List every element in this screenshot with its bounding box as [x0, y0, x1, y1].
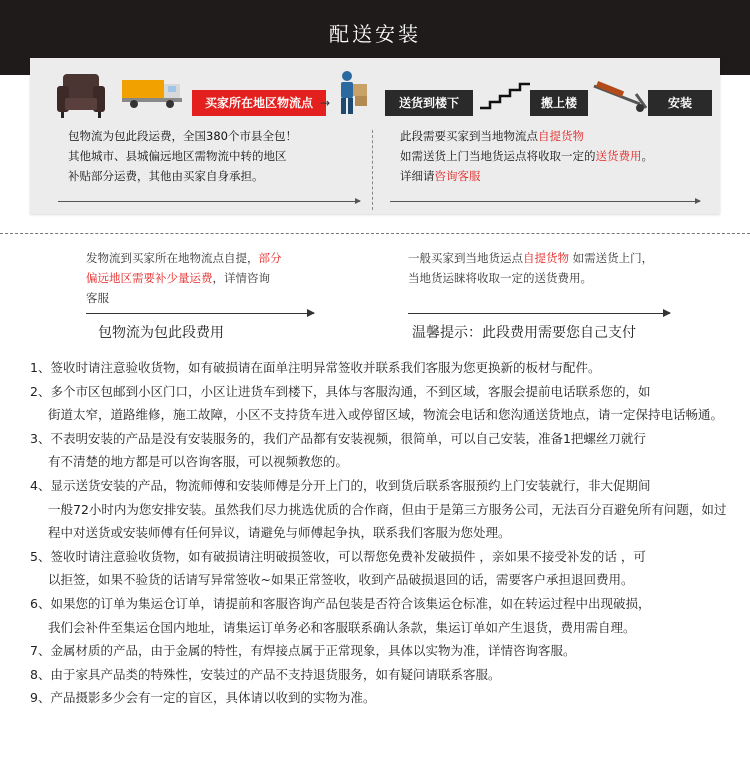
delivery-worker-icon [335, 70, 371, 116]
note-item: 7、金属材质的产品，由于金属的特性，有焊接点属于正常现象，具体以实物为准，详情咨询客服。 [30, 643, 576, 659]
mid-right-caption: 温馨提示：此段费用需要您自己支付 [412, 325, 636, 341]
panel-left-line: 其他城市、县城偏远地区需物流中转的地区 [68, 149, 287, 163]
note-item: 4、显示送货安装的产品，物流师傅和安装师傅是分开上门的，收到货后联系客服预约上门安装就行，非大促期间 一般72小时内为您安排安装。虽然我们尽力挑选优质的合作商，但由于是第三方服务公司，无法百分百避免所有问题，如过程中对送货或安装师傅有任何异议，请避免与师傅起争执，联系我们客服为您处理。 [30, 477, 727, 541]
delivery-flow-panel [30, 58, 720, 214]
notes-list [30, 356, 730, 710]
flow-arrow-icon: → [320, 96, 331, 110]
delivery-fee-highlight: 送货费用 [595, 149, 642, 163]
panel-left-line: 补贴部分运费，其他由买家自身承担。 [68, 169, 264, 183]
panel-left-text [68, 126, 368, 186]
note-item: 1、签收时请注意验收货物，如有破损请在面单注明异常签收并联系我们客服为您更换新的板材与配件。 [30, 360, 601, 375]
panel-left-arrow [58, 201, 360, 202]
note-item: 6、如果您的订单为集运仓订单，请提前和客服咨询产品包装是否符合该集运仓标准，如在转运过程中出现破损， 我们会补件至集运仓国内地址，请集运订单务必和客服联系确认条款，集运订单如产生退货，费用需自理。 [30, 595, 651, 635]
panel-right-arrow [390, 201, 700, 202]
step-local-logistics: 买家所在地区物流点 [192, 90, 326, 116]
mid-right-text: 一般买家到当地货运点自提货物 如需送货上门， 当地货运睐将收取一定的送货费用。 [408, 251, 654, 285]
step-install: 安装 [648, 90, 712, 116]
consult-service-link[interactable]: 咨询客服 [434, 169, 481, 183]
hand-truck-icon [590, 80, 650, 114]
mid-left-text: 发物流到买家所在地物流点自提，部分 偏远地区需要补少量运费，详情咨询 客服 [86, 251, 282, 305]
step-carry-upstairs: 搬上楼 [530, 90, 588, 116]
sofa-icon [55, 70, 107, 120]
note-item: 8、由于家具产品类的特殊性，安装过的产品不支持退货服务，如有疑问请联系客服。 [30, 666, 501, 682]
section-divider [0, 233, 750, 234]
step-deliver-downstairs: 送货到楼下 [385, 90, 473, 116]
mid-left-arrow [86, 313, 314, 314]
panel-left-line: 包物流为包此段运费，全国380个市县全包！ [68, 129, 297, 143]
panel-right-line: 如需送货上门当地货运点将收取一定的送货费用。 [400, 149, 653, 163]
note-item: 3、不表明安装的产品是没有安装服务的，我们产品都有安装视频，很简单，可以自己安装，准备1把螺丝刀就行 有不清楚的地方都是可以咨询客服，可以视频教您的。 [30, 430, 646, 470]
note-item: 9、产品摄影多少会有一定的盲区，具体请以收到的实物为准。 [30, 690, 376, 706]
note-item: 5、签收时请注意验收货物，如有破损请注明破损签收，可以帮您免费补发破损件 ，亲如果不接受补发的话 ，可 以拒签，如果不验货的话请写异常签收~如果正常签收，收到产品破损退回的话，需要客户承担退回费用。 [30, 548, 646, 588]
panel-right-line: 此段需要买家到当地物流点自提货物 [400, 129, 584, 143]
truck-icon [122, 76, 188, 110]
page-title: 配送安装 [329, 22, 421, 46]
panel-right-text [400, 126, 710, 186]
note-item: 2、多个市区包邮到小区门口，小区让进货车到楼下，具体与客服沟通，不到区域，客服会提前电话联系您的，如 街道太窄，道路维修，施工故障，小区不支持货车进入或停留区域，物流会电话和您沟通送货地点，请一定保持电话畅通。 [30, 383, 724, 423]
panel-divider [372, 130, 373, 210]
panel-right-line: 详细请咨询客服 [400, 169, 481, 183]
self-pickup-highlight: 自提货物 [538, 129, 584, 143]
mid-left-caption: 包物流为包此段费用 [98, 325, 224, 341]
stairs-icon [480, 80, 530, 110]
mid-right-arrow [408, 313, 670, 314]
